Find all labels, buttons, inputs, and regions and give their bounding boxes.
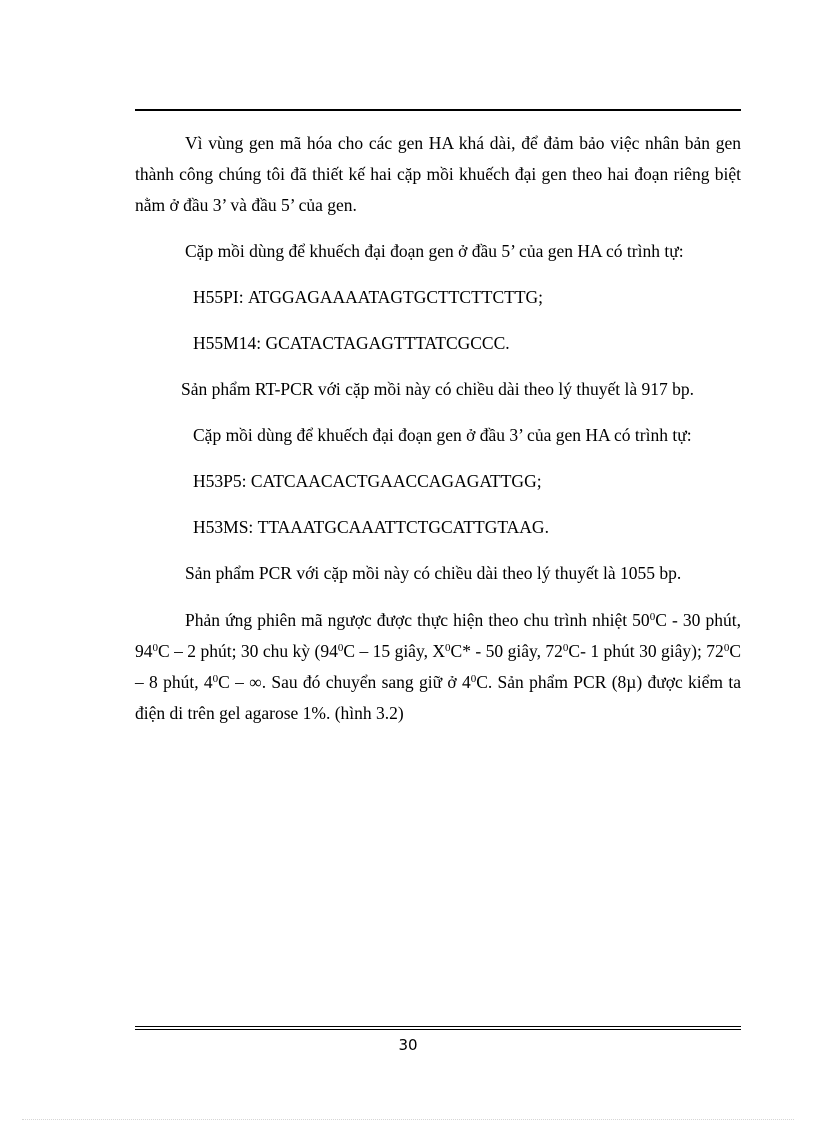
footer-rule	[135, 1029, 741, 1030]
five-prime-intro: Cặp mồi dùng để khuếch đại đoạn gen ở đầu 5’ của gen HA có trình tự:	[185, 241, 684, 261]
primer-sequence: TTAAATGCAAATTCTGCATTGTAAG.	[257, 517, 549, 537]
primer-name: H55M14:	[193, 333, 262, 353]
product-2-line: Sản phẩm PCR với cặp mồi này có chiều dài theo lý thuyết là 1055 bp.	[185, 563, 682, 583]
header-rule	[135, 109, 741, 111]
primer-sequence: CATCAACACTGAACCAGAGATTGG;	[250, 471, 542, 491]
page-edge-divider	[22, 1119, 794, 1120]
three-prime-intro: Cặp mồi dùng để khuếch đại đoạn gen ở đầu 3’ của gen HA có trình tự:	[193, 425, 692, 445]
primer-sequence: GCATACTAGAGTTTATCGCCC.	[265, 333, 510, 353]
page-body	[135, 128, 741, 729]
primer-h55pi	[193, 282, 741, 313]
primer-name: H53P5:	[193, 471, 247, 491]
page-number: 30	[398, 1036, 418, 1054]
primer-h53p5	[193, 466, 741, 497]
footer-rule	[135, 1026, 741, 1027]
thermal-cycle-paragraph: Phản ứng phiên mã ngược được thực hiện theo chu trình nhiệt $50^0C - 30$ phút, $94^0C - 2$ phút; 30 chu kỳ ($94^0C - 15$ giây, $X^0C* - 50$ giây, $72^0C-$ 1 phút 30 giây); $72^0C - 8$ phút, $4^0C$ – ∞. Sau đó chuyển sang giữ ở $4^0C$. Sản phẩm PCR (8µ) được kiểm ta điện di trên gel agarose 1%. (hình 3.2)	[135, 610, 741, 723]
primer-h55m14	[193, 328, 741, 359]
primer-name: H55PI:	[193, 287, 244, 307]
product-1-line: Sản phẩm RT-PCR với cặp mồi này có chiều dài theo lý thuyết là 917 bp.	[181, 379, 695, 399]
intro-paragraph: Vì vùng gen mã hóa cho các gen HA khá dài, để đảm bảo việc nhân bản gen thành công chúng tôi đã thiết kế hai cặp mồi khuếch đại gen theo hai đoạn riêng biệt nằm ở đầu 3’ và đầu 5’ của gen.	[135, 133, 741, 215]
primer-name: H53MS:	[193, 517, 254, 537]
primer-h53ms	[193, 512, 741, 543]
primer-sequence: ATGGAGAAAATAGTGCTTCTTCTTG;	[247, 287, 544, 307]
